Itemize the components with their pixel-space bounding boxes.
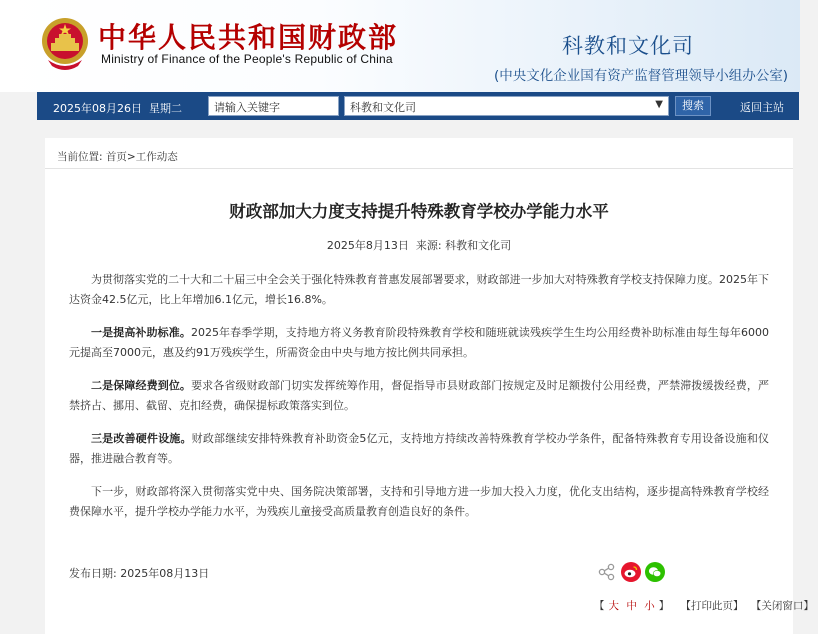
print-page-link[interactable]: 【打印此页】 [680,600,744,612]
site-select-value: 科教和文化司 [350,101,416,114]
bracket-open: 【 [594,600,605,612]
search-button[interactable]: 搜索 [675,96,711,116]
nav-bar [37,92,799,120]
font-size-small[interactable]: 小 [644,600,655,612]
wechat-icon[interactable] [645,562,665,582]
article-source: 科教和文化司 [445,239,512,252]
share-icon[interactable] [597,562,617,582]
date-text: 2025年08月26日 [53,102,142,115]
back-to-main-link[interactable]: 返回主站 [740,101,784,114]
content-panel [45,138,814,634]
bracket-close: 】 [658,600,670,612]
paragraph-text: 要求各省级财政部门切实发挥统筹作用，督促指导市县财政部门按规定及时足额拨付公用经费，严禁滞拨缓拨经费，严禁挤占、挪用、截留、克扣经费，确保提标政策落实到位。 [69,379,770,412]
font-size-control [594,600,673,612]
department-subtitle: (中央文化企业国有资产监督管理领导小组办公室) [493,68,788,84]
site-title-cn: 中华人民共和国财政部 [98,21,399,54]
site-select[interactable] [344,96,669,116]
publish-date: 发布日期: 2025年08月13日 [69,567,210,580]
share-bar [595,562,675,584]
article-body [69,270,769,535]
paragraph [69,323,769,363]
breadcrumb-section[interactable]: 工作动态 [135,151,178,163]
paragraph: 下一步，财政部将深入贯彻落实党中央、国务院决策部署，支持和引导地方进一步加大投入力度，优化支出结构，逐步提高特殊教育学校经费保障水平，提升学校办学能力水平，为残疾儿童接受高质量教育创造良好的条件。 [69,485,769,518]
breadcrumb [57,149,178,164]
article-date: 2025年8月13日 [326,239,409,252]
divider [45,168,793,169]
weibo-icon[interactable] [621,562,641,582]
close-window-link[interactable]: 【关闭窗口】 [750,600,814,612]
page-tools [594,598,818,613]
breadcrumb-home[interactable]: 首页 [105,151,127,163]
site-title-en: Ministry of Finance of the People's Republic of China [101,52,393,66]
national-emblem-icon [40,16,90,70]
font-size-big[interactable]: 大 [608,600,619,612]
article-title: 财政部加大力度支持提升特殊教育学校办学能力水平 [229,202,609,221]
paragraph-lead: 一是提高补助标准。 [91,326,191,339]
paragraph-text: 财政部继续安排特殊教育补助资金5亿元，支持地方持续改善特殊教育学校办学条件，配备特殊教育专用设备设施和仪器，推进融合教育等。 [69,432,770,465]
paragraph-lead: 三是改善硬件设施。 [91,432,192,445]
department-name: 科教和文化司 [562,34,694,58]
source-label: 来源: [415,239,442,252]
paragraph-text: 2025年春季学期，支持地方将义务教育阶段特殊教育学校和随班就读残疾学生生均公用经费补助标准由每生每年6000元提高至7000元，惠及约91万残疾学生，所需资金由中央与地方按比例共同承担。 [69,326,769,359]
weekday-text: 星期二 [149,102,182,115]
paragraph [69,376,769,416]
breadcrumb-label: 当前位置: [57,151,103,163]
breadcrumb-separator: > [126,151,136,163]
font-size-medium[interactable]: 中 [626,600,637,612]
current-date [53,100,182,116]
site-header [0,0,800,92]
paragraph: 为贯彻落实党的二十大和二十届三中全会关于强化特殊教育普惠发展部署要求，财政部进一步加大对特殊教育学校支持保障力度。2025年下达资金42.5亿元，比上年增加6.1亿元，增长16.8%。 [69,273,769,306]
chevron-down-icon: ▼ [655,99,663,110]
article-meta [45,237,793,253]
paragraph-lead: 二是保障经费到位。 [91,379,192,392]
paragraph [69,429,769,469]
search-input[interactable]: 请输入关键字 [208,96,339,116]
